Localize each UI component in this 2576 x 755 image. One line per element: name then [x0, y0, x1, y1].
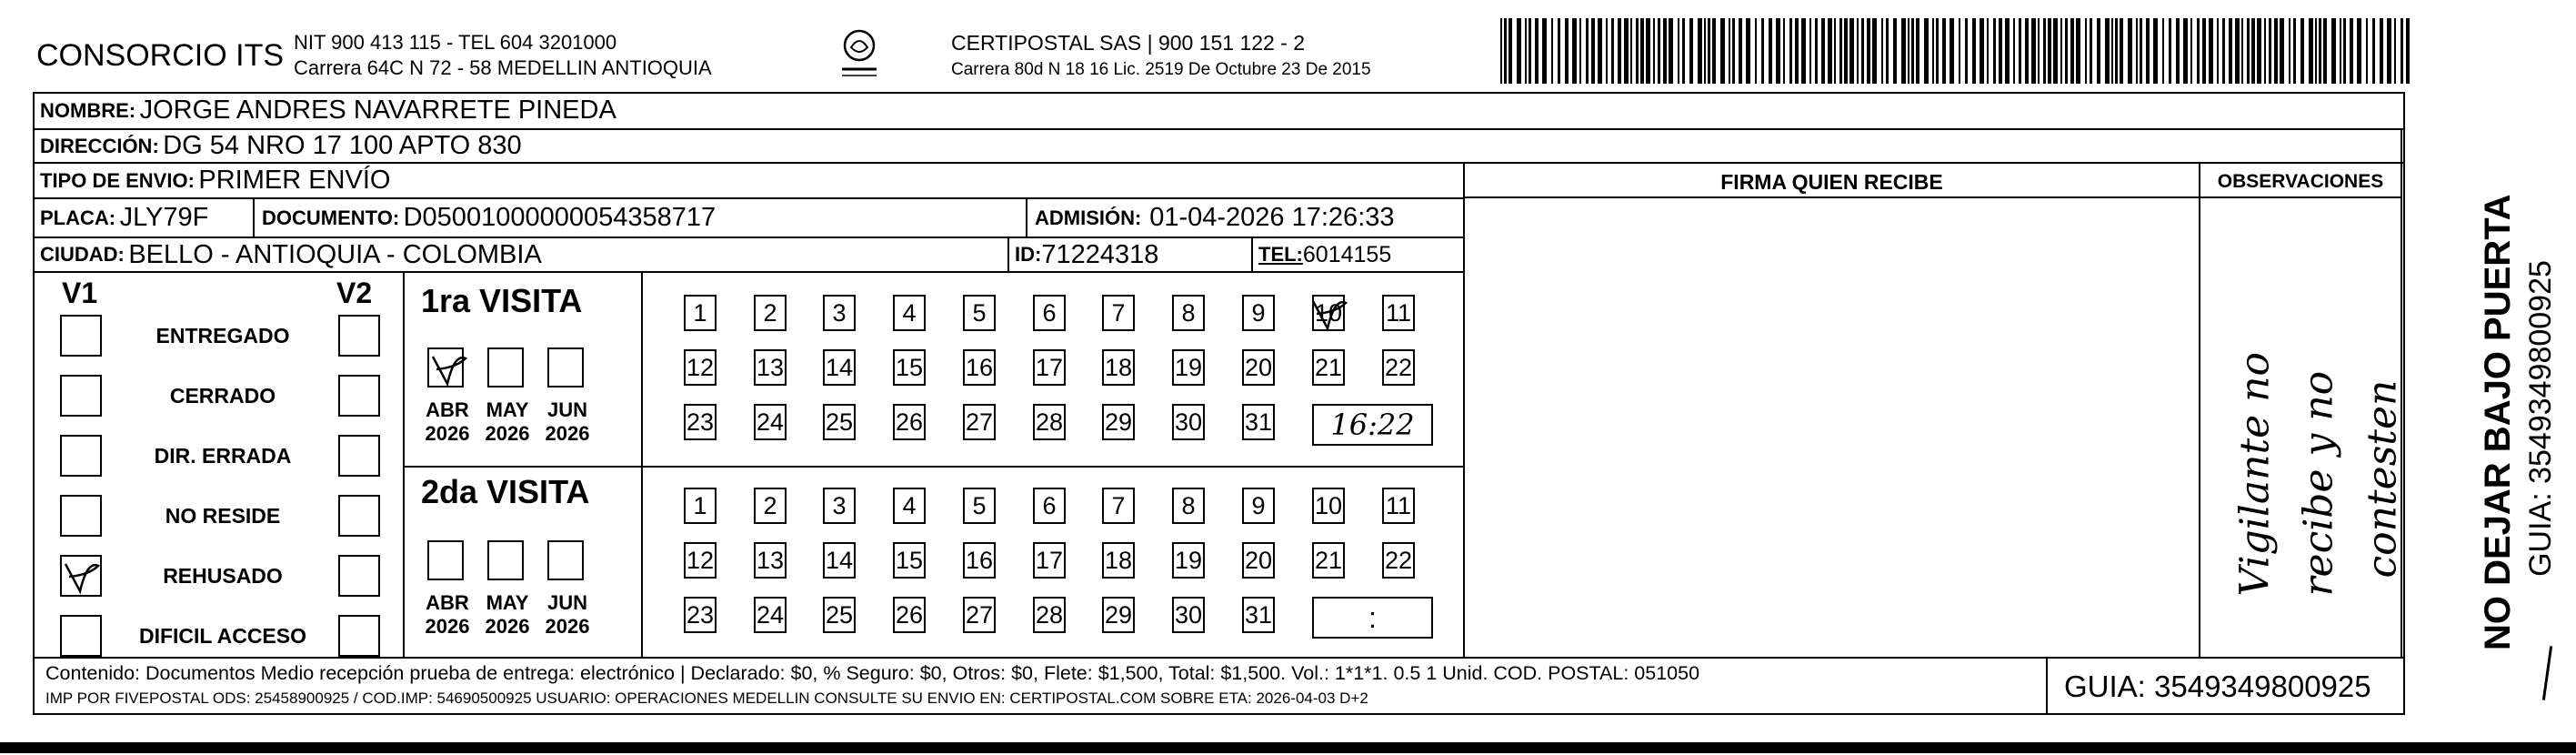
- barcode-bar: [1872, 18, 1877, 84]
- barcode-bar: [1708, 18, 1710, 84]
- footer-guia: GUIA: 3549349800925: [2064, 669, 2371, 703]
- barcode-bar: [2264, 18, 2266, 84]
- barcode-bar: [2097, 18, 2100, 84]
- barcode-bar: [1636, 18, 1639, 84]
- barcode-bar: [1809, 18, 1811, 84]
- visit2-day-box[interactable]: 16: [963, 542, 996, 579]
- visit1-month-label: JUN 2026: [545, 398, 590, 445]
- documento-label: DOCUMENTO:: [262, 206, 400, 229]
- barcode-bar: [1834, 18, 1836, 84]
- visit1-month-label: ABR 2026: [425, 398, 470, 445]
- v2-checkbox[interactable]: [338, 315, 380, 357]
- tel-label: TEL:: [1258, 243, 1303, 266]
- visit2-month-label: MAY 2026: [485, 591, 530, 638]
- tel-cell: [1253, 238, 1464, 271]
- barcode-bar: [2140, 18, 2142, 84]
- visit1-day-box[interactable]: 6: [1033, 295, 1066, 331]
- barcode-bar: [1936, 18, 1939, 84]
- barcode-bar: [2190, 18, 2192, 84]
- barcode-bar: [1624, 18, 1629, 84]
- visit1-day-box[interactable]: 15: [893, 349, 926, 386]
- barcode-bar: [2319, 18, 2321, 84]
- direccion-row: [35, 130, 2403, 164]
- barcode-bar: [2366, 18, 2368, 84]
- barcode-bar: [1916, 18, 1919, 84]
- barcode-bar: [2169, 18, 2171, 84]
- ciudad-row: [35, 238, 1464, 273]
- company-name: CONSORCIO ITS: [36, 38, 285, 73]
- tipo-label: TIPO DE ENVIO:: [40, 168, 195, 192]
- barcode-bar: [1535, 18, 1539, 84]
- v2-label: V2: [336, 277, 373, 309]
- barcode-bar: [1761, 18, 1764, 84]
- footer-imp: IMP POR FIVEPOSTAL ODS: 25458900925 / COD.IMP: 54690500925 USUARIO: OPERACIONES MEDELLIN CONSULTE SU ENVIO EN: CERTIPOSTAL.COM SOBRE ETA: 2026-04-03 D+2: [45, 690, 1368, 707]
- visit1-day-box[interactable]: 3: [823, 295, 856, 331]
- barcode-bar: [1653, 18, 1655, 84]
- visit2-day-box[interactable]: 5: [963, 488, 996, 524]
- barcode-bar: [2115, 18, 2118, 84]
- visit1-day-box[interactable]: 12: [684, 349, 717, 386]
- barcode-bar: [2085, 18, 2087, 84]
- barcode-bar: [1755, 18, 1757, 84]
- visit1-day-box[interactable]: 11: [1382, 295, 1415, 331]
- barcode-bar: [1849, 18, 1854, 84]
- barcode-bar: [1942, 18, 1946, 84]
- firma-divider: [1463, 164, 1465, 658]
- visit2-time-box[interactable]: :: [1312, 597, 1433, 639]
- barcode-bar: [2105, 18, 2110, 84]
- visit1-month-checkbox[interactable]: [547, 347, 584, 388]
- visit1-day-box[interactable]: 24: [754, 404, 787, 440]
- barcode-bar: [1821, 18, 1825, 84]
- barcode-bar: [1611, 18, 1614, 84]
- ciudad-cell: [35, 238, 1007, 271]
- margin-mark: [2542, 646, 2552, 700]
- barcode-bar: [2162, 18, 2164, 84]
- barcode-bar: [2387, 18, 2391, 84]
- visit2-day-box[interactable]: 26: [893, 597, 926, 633]
- barcode-bar: [1529, 18, 1531, 84]
- visit2-day-box[interactable]: 14: [823, 542, 856, 579]
- visit1-day-box[interactable]: 16: [963, 349, 996, 386]
- barcode-bar: [1908, 18, 1909, 84]
- tipo-row: [35, 164, 1464, 199]
- barcode-bar: [2331, 18, 2336, 84]
- visit1-day-box[interactable]: 23: [684, 404, 717, 440]
- barcode-bar: [1682, 18, 1685, 84]
- barcode-bar: [2070, 18, 2074, 84]
- visit2-day-box[interactable]: 11: [1382, 488, 1415, 524]
- v1-checkbox[interactable]: [60, 375, 102, 417]
- barcode-bar: [1857, 18, 1859, 84]
- barcode-bar: [1776, 18, 1780, 84]
- barcode-bar: [2380, 18, 2383, 84]
- status-label: CERRADO: [169, 384, 276, 408]
- observaciones-header: OBSERVACIONES: [2200, 166, 2401, 198]
- barcode-bar: [1739, 18, 1742, 84]
- barcode-bar: [1769, 18, 1772, 84]
- barcode-bar: [1618, 18, 1621, 84]
- visit2-month-checkbox[interactable]: [427, 540, 464, 580]
- visit2-day-box[interactable]: 17: [1033, 542, 1066, 579]
- barcode-bar: [1658, 18, 1660, 84]
- barcode-bar: [2401, 18, 2403, 84]
- barcode-bar: [1746, 18, 1750, 84]
- barcode-bar: [2065, 18, 2068, 84]
- firma-header: FIRMA QUIEN RECIBE: [1465, 166, 2199, 198]
- visit2-title: 2da VISITA: [421, 473, 590, 510]
- barcode-bar: [1732, 18, 1735, 84]
- barcode-bar: [1867, 18, 1870, 84]
- side-guia-label: GUIA: 3549349800925: [2523, 260, 2558, 577]
- barcode-bar: [1828, 18, 1832, 84]
- barcode-bar: [2309, 18, 2313, 84]
- visit1-month-checkbox[interactable]: [427, 347, 464, 388]
- barcode-bar: [1646, 18, 1650, 84]
- barcode-bar: [2146, 18, 2150, 84]
- barcode-bar: [1999, 18, 2002, 84]
- barcode-bar: [2217, 18, 2219, 84]
- v1-checkbox[interactable]: [60, 615, 102, 657]
- id-value: 71224318: [1041, 239, 1159, 269]
- status-label: DIFICIL ACCESO: [138, 624, 306, 648]
- barcode-bar: [1932, 18, 1934, 84]
- visit1-day-box[interactable]: 29: [1102, 404, 1135, 440]
- barcode-bar: [1630, 18, 1632, 84]
- barcode-bar: [1565, 18, 1569, 84]
- barcode-bar: [1965, 18, 1968, 84]
- ciudad-value: BELLO - ANTIOQUIA - COLOMBIA: [128, 239, 542, 269]
- barcode-bar: [2005, 18, 2010, 84]
- visit1-day-box[interactable]: 18: [1102, 349, 1135, 386]
- direccion-value: DG 54 NRO 17 100 APTO 830: [163, 131, 522, 160]
- barcode-bar: [2315, 18, 2317, 84]
- barcode-bar: [1525, 18, 1527, 84]
- placa-row: [35, 199, 1464, 238]
- barcode-bar: [1698, 18, 1702, 84]
- barcode-bar: [2300, 18, 2304, 84]
- barcode-bar: [2197, 18, 2200, 84]
- barcode-bar: [1500, 18, 1502, 84]
- visit2-day-box[interactable]: 22: [1382, 542, 1415, 579]
- visit2-day-box[interactable]: 3: [823, 488, 856, 524]
- barcode-bar: [2340, 18, 2341, 84]
- obs-line-2: recibe y no: [2295, 370, 2342, 597]
- visit1-day-box[interactable]: 4: [893, 295, 926, 331]
- barcode-bar: [1689, 18, 1693, 84]
- barcode-bar: [1586, 18, 1589, 84]
- barcode-bar: [2394, 18, 2396, 84]
- barcode-bar: [1517, 18, 1521, 84]
- barcode-bar: [1572, 18, 1577, 84]
- visit2-day-box[interactable]: 19: [1172, 542, 1205, 579]
- nombre-label: NOMBRE:: [40, 98, 136, 122]
- barcode-bar: [1886, 18, 1889, 84]
- visit1-day-box[interactable]: 19: [1172, 349, 1205, 386]
- barcode: [1500, 18, 2412, 84]
- barcode-bar: [1839, 18, 1842, 84]
- visit1-month-checkbox[interactable]: [487, 347, 524, 388]
- v2-checkbox[interactable]: [338, 375, 380, 417]
- barcode-bar: [2031, 18, 2036, 84]
- visit2-day-box[interactable]: 21: [1312, 542, 1345, 579]
- barcode-bar: [2209, 18, 2213, 84]
- barcode-bar: [1720, 18, 1725, 84]
- barcode-bar: [2120, 18, 2123, 84]
- visit2-day-box[interactable]: 7: [1102, 488, 1135, 524]
- barcode-bar: [1993, 18, 1996, 84]
- visit1-day-box[interactable]: 10: [1312, 295, 1345, 331]
- visit1-day-box[interactable]: 22: [1382, 349, 1415, 386]
- barcode-bar: [2128, 18, 2132, 84]
- barcode-bar: [2153, 18, 2158, 84]
- no-dejar-label: NO DEJAR BAJO PUERTA: [2478, 194, 2518, 650]
- visit1-day-box[interactable]: 13: [754, 349, 787, 386]
- barcode-bar: [1606, 18, 1608, 84]
- barcode-bar: [2350, 18, 2353, 84]
- status-label: REHUSADO: [163, 564, 283, 588]
- visit1-month-label: MAY 2026: [485, 398, 530, 445]
- admision-label: ADMISIÓN:: [1035, 206, 1142, 229]
- v2-checkbox[interactable]: [338, 495, 380, 537]
- visit1-day-box[interactable]: 25: [823, 404, 856, 440]
- visit2-day-box[interactable]: 30: [1172, 597, 1205, 633]
- barcode-bar: [2025, 18, 2029, 84]
- visit1-day-box[interactable]: 14: [823, 349, 856, 386]
- visit2-day-box[interactable]: 10: [1312, 488, 1345, 524]
- barcode-bar: [2043, 18, 2046, 84]
- barcode-bar: [1815, 18, 1818, 84]
- barcode-bar: [1893, 18, 1897, 84]
- placa-value: JLY79F: [119, 203, 209, 232]
- barcode-bar: [2048, 18, 2051, 84]
- barcode-bar: [1789, 18, 1792, 84]
- visit2-day-box[interactable]: 29: [1102, 597, 1135, 633]
- visit2-day-box[interactable]: 12: [684, 542, 717, 579]
- barcode-bar: [2274, 18, 2278, 84]
- barcode-bar: [1980, 18, 1984, 84]
- visit1-title: 1ra VISITA: [421, 282, 583, 319]
- barcode-bar: [1669, 18, 1673, 84]
- visit2-day-box[interactable]: 9: [1242, 488, 1275, 524]
- barcode-bar: [2343, 18, 2346, 84]
- barcode-bar: [1712, 18, 1716, 84]
- ciudad-label: CIUDAD:: [40, 243, 125, 266]
- visit2-month-checkbox[interactable]: [547, 540, 584, 580]
- tel-value: 6014155: [1302, 241, 1392, 267]
- barcode-bar: [2176, 18, 2180, 84]
- id-cell: [1007, 238, 1253, 271]
- placa-label: PLACA:: [40, 206, 116, 229]
- visit2-day-box[interactable]: 4: [893, 488, 926, 524]
- barcode-bar: [1844, 18, 1848, 84]
- barcode-bar: [2202, 18, 2206, 84]
- visit2-day-box[interactable]: 6: [1033, 488, 1066, 524]
- visit1-day-box[interactable]: 17: [1033, 349, 1066, 386]
- nombre-row: [35, 93, 2403, 130]
- visit1-day-box[interactable]: 1: [684, 295, 717, 331]
- barcode-bar: [2257, 18, 2261, 84]
- barcode-bar: [1972, 18, 1976, 84]
- documento-value: D05001000000054358717: [403, 203, 717, 232]
- visit1-day-box[interactable]: 9: [1242, 295, 1275, 331]
- status-label: ENTREGADO: [155, 324, 290, 347]
- barcode-bar: [2076, 18, 2080, 84]
- barcode-bar: [2280, 18, 2284, 84]
- visit1-day-box[interactable]: 31: [1242, 404, 1275, 440]
- visit2-day-box[interactable]: 2: [754, 488, 787, 524]
- v1-label: V1: [62, 277, 98, 309]
- visit2-day-box[interactable]: 15: [893, 542, 926, 579]
- barcode-bar: [2053, 18, 2058, 84]
- barcode-bar: [1911, 18, 1914, 84]
- v2-checkbox[interactable]: [338, 615, 380, 657]
- visit2-day-box[interactable]: 23: [684, 597, 717, 633]
- visit2-day-box[interactable]: 18: [1102, 542, 1135, 579]
- barcode-bar: [1509, 18, 1512, 84]
- v1-checkbox[interactable]: [60, 555, 102, 597]
- barcode-bar: [2323, 18, 2327, 84]
- barcode-bar: [1959, 18, 1960, 84]
- barcode-bar: [2251, 18, 2255, 84]
- visit1-time-box[interactable]: 16:22: [1312, 404, 1433, 446]
- barcode-bar: [1551, 18, 1553, 84]
- visit2-day-box[interactable]: 25: [823, 597, 856, 633]
- barcode-bar: [2183, 18, 2188, 84]
- carrier-address: Carrera 80d N 18 16 Lic. 2519 De Octubre 23 De 2015: [951, 60, 1371, 79]
- barcode-bar: [2038, 18, 2040, 84]
- visit2-month-label: ABR 2026: [425, 591, 470, 638]
- bottom-rule: [0, 742, 2576, 753]
- visit1-day-box[interactable]: 21: [1312, 349, 1345, 386]
- barcode-bar: [2241, 18, 2243, 84]
- barcode-bar: [1881, 18, 1883, 84]
- visit-row-divider: [405, 466, 1463, 468]
- visit1-day-box[interactable]: 20: [1242, 349, 1275, 386]
- visit2-day-box[interactable]: 27: [963, 597, 996, 633]
- barcode-bar: [2289, 18, 2290, 84]
- visit1-day-box[interactable]: 26: [893, 404, 926, 440]
- visit2-day-box[interactable]: 13: [754, 542, 787, 579]
- carrier-name: CERTIPOSTAL SAS | 900 151 122 - 2: [951, 31, 1306, 55]
- barcode-bar: [1504, 18, 1507, 84]
- barcode-bar: [2090, 18, 2092, 84]
- status-label: DIR. ERRADA: [154, 444, 292, 468]
- barcode-bar: [2019, 18, 2021, 84]
- visit2-day-box[interactable]: 8: [1172, 488, 1205, 524]
- visit1-day-box[interactable]: 28: [1033, 404, 1066, 440]
- barcode-bar: [1795, 18, 1799, 84]
- v2-checkbox[interactable]: [338, 555, 380, 597]
- documento-cell: [262, 199, 1062, 237]
- barcode-bar: [1598, 18, 1602, 84]
- nombre-value: JORGE ANDRES NAVARRETE PINEDA: [139, 96, 616, 125]
- barcode-bar: [2235, 18, 2240, 84]
- v2-checkbox[interactable]: [338, 435, 380, 477]
- barcode-bar: [1901, 18, 1906, 84]
- barcode-bar: [2269, 18, 2271, 84]
- admision-cell: [1026, 199, 1464, 237]
- visit1-day-box[interactable]: 7: [1102, 295, 1135, 331]
- admision-value: 01-04-2026 17:26:33: [1149, 203, 1395, 232]
- footer-divider: [35, 657, 2403, 659]
- barcode-bar: [1987, 18, 1989, 84]
- barcode-bar: [1579, 18, 1581, 84]
- barcode-bar: [1640, 18, 1644, 84]
- barcode-bar: [1591, 18, 1595, 84]
- placa-cell: [35, 199, 255, 237]
- visit1-day-box[interactable]: 30: [1172, 404, 1205, 440]
- barcode-bar: [2222, 18, 2225, 84]
- barcode-bar: [2247, 18, 2250, 84]
- visit2-day-box[interactable]: 24: [754, 597, 787, 633]
- barcode-bar: [2293, 18, 2296, 84]
- visit1-day-box[interactable]: 5: [963, 295, 996, 331]
- barcode-bar: [2229, 18, 2232, 84]
- barcode-bar: [1678, 18, 1679, 84]
- obs-line-1: Vigilante no: [2231, 352, 2279, 597]
- barcode-bar: [1801, 18, 1806, 84]
- visit2-month-label: JUN 2026: [545, 591, 590, 638]
- visit1-day-box[interactable]: 27: [963, 404, 996, 440]
- company-address: Carrera 64C N 72 - 58 MEDELLIN ANTIOQUIA: [294, 56, 712, 79]
- visit2-day-box[interactable]: 31: [1242, 597, 1275, 633]
- barcode-bar: [1924, 18, 1929, 84]
- status-label: NO RESIDE: [165, 504, 281, 528]
- footer-guia-box: [2046, 657, 2048, 715]
- visit1-day-box[interactable]: 2: [754, 295, 787, 331]
- barcode-bar: [2372, 18, 2375, 84]
- footer-contenido: Contenido: Documentos Medio recepción prueba de entrega: electrónico | Declarado: $0, % Seguro: $0, Otros: $0, Flete: $1,500, Total: $1,500. Vol.: 1*1*1. 0.5 1 Unid. COD. POSTAL: 051050: [45, 662, 1700, 684]
- barcode-bar: [1542, 18, 1547, 84]
- id-label: ID:: [1015, 243, 1042, 266]
- v1-checkbox[interactable]: [60, 315, 102, 357]
- barcode-bar: [2111, 18, 2113, 84]
- v1-checkbox[interactable]: [60, 495, 102, 537]
- direccion-label: DIRECCIÓN:: [40, 134, 159, 157]
- visit2-month-checkbox[interactable]: [487, 540, 524, 580]
- visit2-day-box[interactable]: 1: [684, 488, 717, 524]
- barcode-bar: [1950, 18, 1954, 84]
- barcode-bar: [1861, 18, 1864, 84]
- barcode-bar: [2060, 18, 2062, 84]
- certipostal-logo: [833, 27, 886, 82]
- visit1-day-box[interactable]: 8: [1172, 295, 1205, 331]
- v1-checkbox[interactable]: [60, 435, 102, 477]
- barcode-bar: [1704, 18, 1706, 84]
- visit2-day-box[interactable]: 28: [1033, 597, 1066, 633]
- barcode-bar: [1663, 18, 1667, 84]
- barcode-bar: [2357, 18, 2361, 84]
- barcode-bar: [1729, 18, 1730, 84]
- visit2-day-box[interactable]: 20: [1242, 542, 1275, 579]
- barcode-bar: [1558, 18, 1560, 84]
- obs-line-3: contesten: [2359, 379, 2406, 579]
- barcode-bar: [2406, 18, 2410, 84]
- company-nit: NIT 900 413 115 - TEL 604 3201000: [294, 31, 617, 54]
- tipo-value: PRIMER ENVÍO: [198, 166, 391, 195]
- barcode-bar: [1783, 18, 1785, 84]
- barcode-bar: [2013, 18, 2015, 84]
- observaciones-handwriting: [2200, 200, 2406, 655]
- barcode-bar: [2136, 18, 2138, 84]
